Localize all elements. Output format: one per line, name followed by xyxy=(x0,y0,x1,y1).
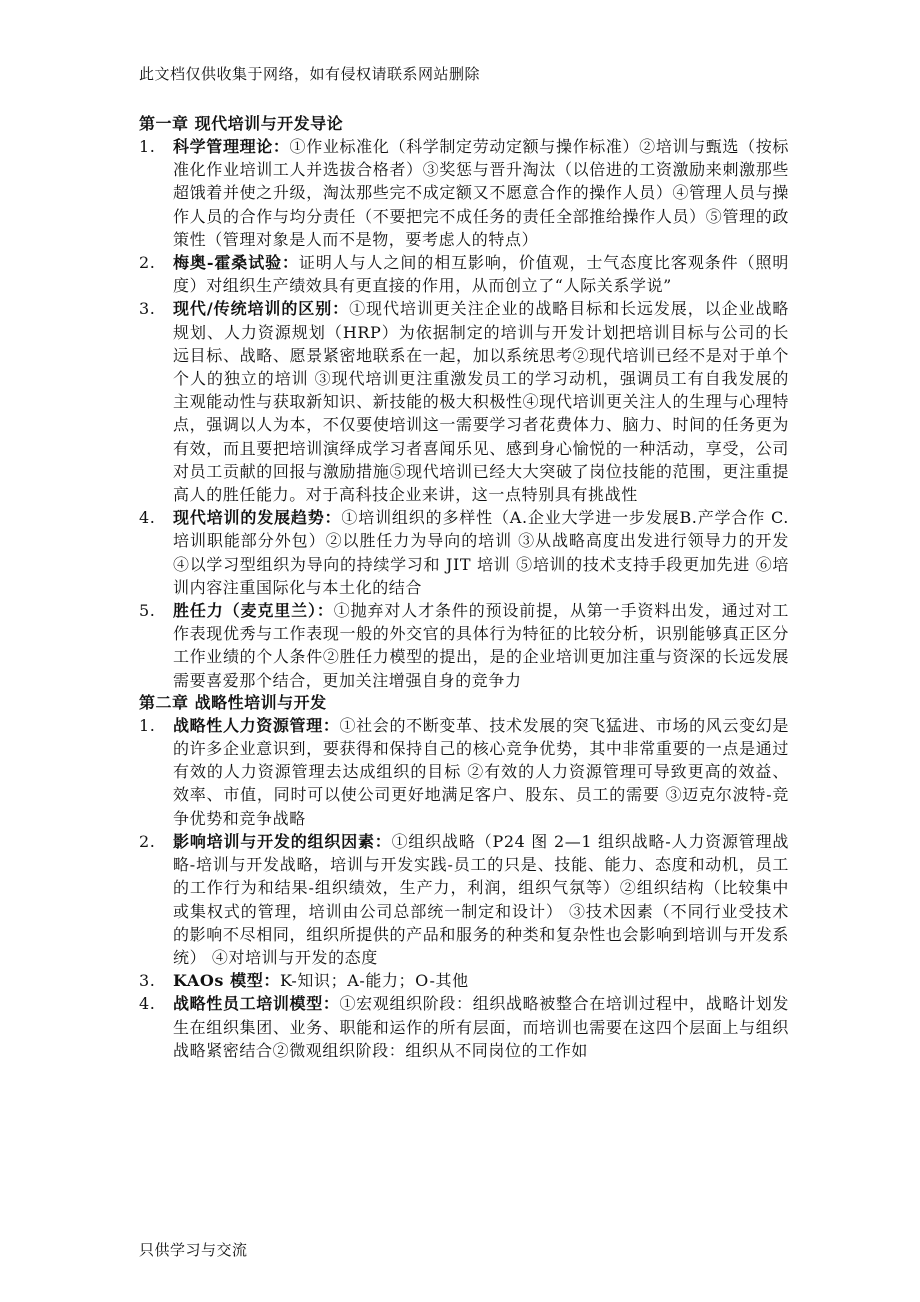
list-item xyxy=(139,992,789,1062)
page-header-note: 此文档仅供收集于网络，如有侵权请联系网站删除 xyxy=(139,65,481,83)
item-text: 证明人与人之间的相互影响，价值观，士气态度比客观条件（照明度）对组织生产绩效具有更直接的作用，从而创立了“人际关系学说” xyxy=(173,253,789,296)
item-number: 3. xyxy=(139,299,156,319)
chapter-1-list xyxy=(139,135,789,692)
item-number: 1. xyxy=(139,715,156,735)
item-term: 梅奥-霍桑试验： xyxy=(173,253,299,273)
page-footer-note: 只供学习与交流 xyxy=(139,1241,248,1259)
document-body xyxy=(139,113,789,1062)
list-item xyxy=(139,506,789,599)
list-item xyxy=(139,599,789,692)
item-text: ①宏观组织阶段：组织战略被整合在培训过程中，战略计划发生在组织集团、业务、职能和运作的所有层面，而培训也需要在这四个层面上与组织战略紧密结合②微观组织阶段：组织从不同岗位的工作如 xyxy=(173,994,789,1060)
list-item xyxy=(139,830,789,969)
item-number: 2. xyxy=(139,253,156,273)
item-term: 战略性人力资源管理： xyxy=(173,715,340,735)
chapter-1-title: 第一章 现代培训与开发导论 xyxy=(139,114,344,133)
item-term: 胜任力（麦克里兰）： xyxy=(173,601,334,621)
item-text: ①组织战略（P24 图 2—1 组织战略-人力资源管理战略-培训与开发战略，培训与开发实践-员工的只是、技能、能力、态度和动机，员工的工作行为和结果-组织绩效，生产力，利润，组织气氛等）②组织结构（比较集中或集权式的管理，培训由公司总部统一制定和设计） ③技术因素（不同行业受技术的影响不尽相同，组织所提供的产品和服务的种类和复杂性也会影响到培训与开发系统） ④对培训与开发的态度 xyxy=(173,831,789,967)
item-text: ①培训组织的多样性（A.企业大学进一步发展B.产学合作 C.培训职能部分外包）②以胜任力为导向的培训 ③从战略高度出发进行领导力的开发 ④以学习型组织为导向的持续学习和 JIT 培训 ⑤培训的技术支持手段更加先进 ⑥培训内容注重国际化与本土化的结合 xyxy=(173,508,789,597)
item-term: 科学管理理论： xyxy=(173,137,290,156)
item-text: ①社会的不断变革、技术发展的突飞猛进、市场的风云变幻是的许多企业意识到，要获得和保持自己的核心竞争优势，其中非常重要的一点是通过有效的人力资源管理去达成组织的目标 ②有效的人力资源管理可导致更高的效益、效率、市值，同时可以使公司更好地满足客户、股东、员工的需要 ③迈克尔波特-竞争优势和竞争战略 xyxy=(173,715,789,828)
item-term: KAOs 模型： xyxy=(173,971,280,991)
chapter-2-list xyxy=(139,714,789,1062)
item-term: 现代培训的发展趋势： xyxy=(173,508,342,528)
item-number: 4. xyxy=(139,508,156,528)
item-number: 4. xyxy=(139,994,156,1014)
list-item xyxy=(139,714,789,830)
item-term: 现代/传统培训的区别： xyxy=(173,299,350,319)
item-text: ①现代培训更关注企业的战略目标和长远发展，以企业战略规划、人力资源规划（HRP）为依据制定的培训与开发计划把培训目标与公司的长远目标、战略、愿景紧密地联系在一起，加以系统思考②现代培训已经不是对于单个个人的独立的培训 ③现代培训更注重激发员工的学习动机，强调员工有自我发展的主观能动性与获取新知识、新技能的极大积极性④现代培训更关注人的生理与心理特点，强调以人为本，不仅要使培训这一需要学习者花费体力、脑力、时间的任务更为有效，而且要把培训演绎成学习者喜闻乐见、感到身心愉悦的一种活动，享受，公司对员工贡献的回报与激励措施⑤现代培训已经大大突破了岗位技能的范围，更注重提高人的胜任能力。对于高科技企业来讲，这一点特别具有挑战性 xyxy=(173,299,789,505)
item-text: ①抛弃对人才条件的预设前提，从第一手资料出发，通过对工作表现优秀与工作表现一般的外交官的具体行为特征的比较分析，识别能够真正区分工作业绩的个人条件②胜任力模型的提出，是的企业培训更加注重与资深的长远发展需要喜爱那个结合，更加关注增强自身的竞争力 xyxy=(173,601,789,690)
list-item xyxy=(139,135,789,251)
list-item xyxy=(139,297,789,506)
item-term: 影响培训与开发的组织因素： xyxy=(173,831,392,851)
item-text: ①作业标准化（科学制定劳动定额与操作标准）②培训与甄选（按标准化作业培训工人并选拔合格者）③奖惩与晋升淘汰（以倍进的工资激励来刺激那些超饿着并使之升级，淘汰那些完不成定额又不愿意合作的操作人员）④管理人员与操作人员的合作与均分责任（不要把完不成任务的责任全部推给操作人员）⑤管理的政策性（管理对象是人而不是物，要考虑人的特点） xyxy=(173,137,789,249)
item-number: 1. xyxy=(139,137,156,156)
item-number: 3. xyxy=(139,971,156,991)
list-item xyxy=(139,969,789,992)
item-term: 战略性员工培训模型： xyxy=(173,994,340,1014)
chapter-2-title: 第二章 战略性培训与开发 xyxy=(139,692,327,712)
list-item xyxy=(139,251,789,297)
item-number: 2. xyxy=(139,831,156,851)
item-number: 5. xyxy=(139,601,156,621)
item-text: K-知识；A-能力；O-其他 xyxy=(280,971,469,991)
